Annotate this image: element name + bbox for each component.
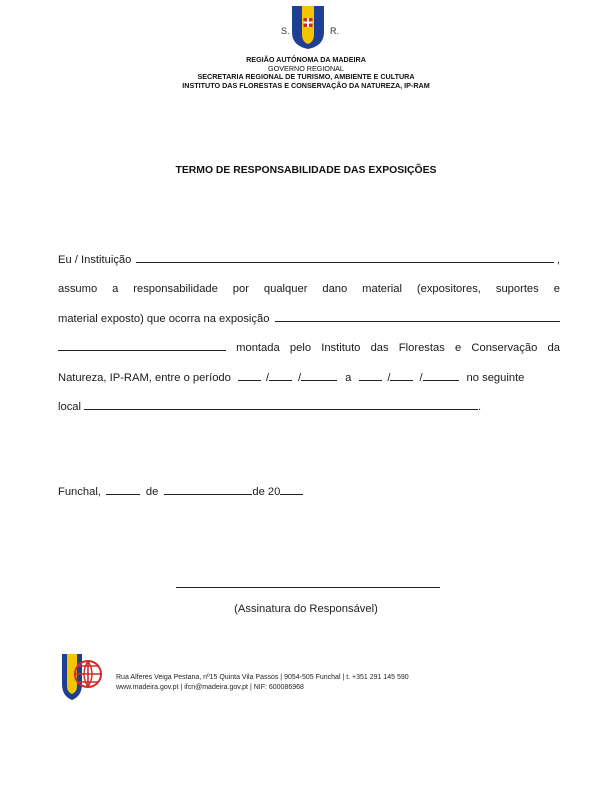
document-title: TERMO DE RESPONSABILIDADE DAS EXPOSIÇÕES [175, 165, 437, 176]
sign-day-field[interactable] [106, 494, 140, 495]
institution-field[interactable] [136, 262, 554, 263]
word: suportes [495, 283, 539, 296]
line-exhibition [58, 305, 560, 334]
footer-address: Rua Alferes Veiga Pestana, nº15 Quinta Vila Passos | 9054-505 Funchal | t. +351 291 145 590 [116, 674, 409, 681]
word: pelo [289, 342, 312, 355]
word: Florestas [398, 342, 445, 355]
word: e [553, 283, 560, 296]
signature-label: (Assinatura do Responsável) [234, 603, 378, 615]
header-institute: INSTITUTO DAS FLORESTAS E CONSERVAÇÃO DA NATUREZA, IP-RAM [182, 80, 430, 90]
line-mounted [58, 334, 560, 363]
institution-label: Eu / Instituição [58, 254, 132, 266]
letterhead [0, 56, 612, 90]
location-period: . [478, 400, 482, 413]
word: e [454, 342, 462, 355]
sign-year-field[interactable] [280, 494, 303, 495]
word: das [370, 342, 389, 355]
word: Instituto [321, 342, 361, 355]
crest-letter-r: R. [330, 26, 339, 36]
sign-month-field[interactable] [164, 494, 252, 495]
word: material [362, 283, 402, 296]
end-day-field[interactable] [359, 380, 382, 381]
start-month-field[interactable] [269, 380, 292, 381]
period-label: Natureza, IP-RAM, entre o período [58, 371, 231, 384]
signature-field[interactable] [176, 587, 440, 588]
line-assume [58, 275, 560, 304]
end-month-field[interactable] [390, 380, 413, 381]
date-year-label: de 20 [252, 486, 281, 498]
word: montada [236, 342, 280, 355]
crest-letter-s: S. [281, 26, 290, 36]
line-institution [58, 246, 560, 275]
date-separator: / [297, 371, 302, 384]
date-separator: / [387, 371, 391, 384]
city-label: Funchal, [58, 486, 101, 498]
start-year-field[interactable] [301, 380, 337, 381]
word: assumo [58, 283, 98, 296]
ifcn-logo-icon [60, 650, 106, 702]
word: responsabilidade [133, 283, 218, 296]
date-separator: / [265, 371, 269, 384]
date-line [58, 486, 303, 498]
word: qualquer [263, 283, 308, 296]
word: da [547, 342, 560, 355]
location-label: local [58, 400, 82, 413]
line-location [58, 393, 560, 422]
following-place-label: no seguinte [466, 371, 525, 384]
start-day-field[interactable] [238, 380, 261, 381]
location-field[interactable] [84, 409, 478, 410]
word: a [112, 283, 119, 296]
crest-block [0, 4, 612, 52]
word: dano [322, 283, 348, 296]
date-separator: / [419, 371, 423, 384]
word: Conservação [471, 342, 538, 355]
footer-contacts [116, 673, 409, 693]
madeira-crest-icon [290, 4, 326, 50]
date-de-label: de [145, 486, 159, 498]
exhibition-field-continued[interactable] [58, 350, 226, 351]
exhibition-field[interactable] [275, 321, 560, 322]
institution-comma: , [556, 254, 560, 266]
statement-paragraph [58, 246, 560, 422]
period-to-label: a [345, 371, 352, 384]
end-year-field[interactable] [423, 380, 459, 381]
footer-web-email-nif: www.madeira.gov.pt | ifcn@madeira.gov.pt | NIF: 600086968 [116, 684, 304, 691]
word: por [232, 283, 249, 296]
line-period [58, 364, 560, 393]
header-region: REGIÃO AUTÓNOMA DA MADEIRA [246, 55, 366, 64]
header-secretariat: SECRETARIA REGIONAL DE TURISMO, AMBIENTE E CULTURA [197, 72, 415, 82]
word: (expositores, [416, 283, 481, 296]
header-government: GOVERNO REGIONAL [268, 63, 344, 73]
exhibition-label: material exposto) que ocorra na exposição [58, 312, 270, 325]
